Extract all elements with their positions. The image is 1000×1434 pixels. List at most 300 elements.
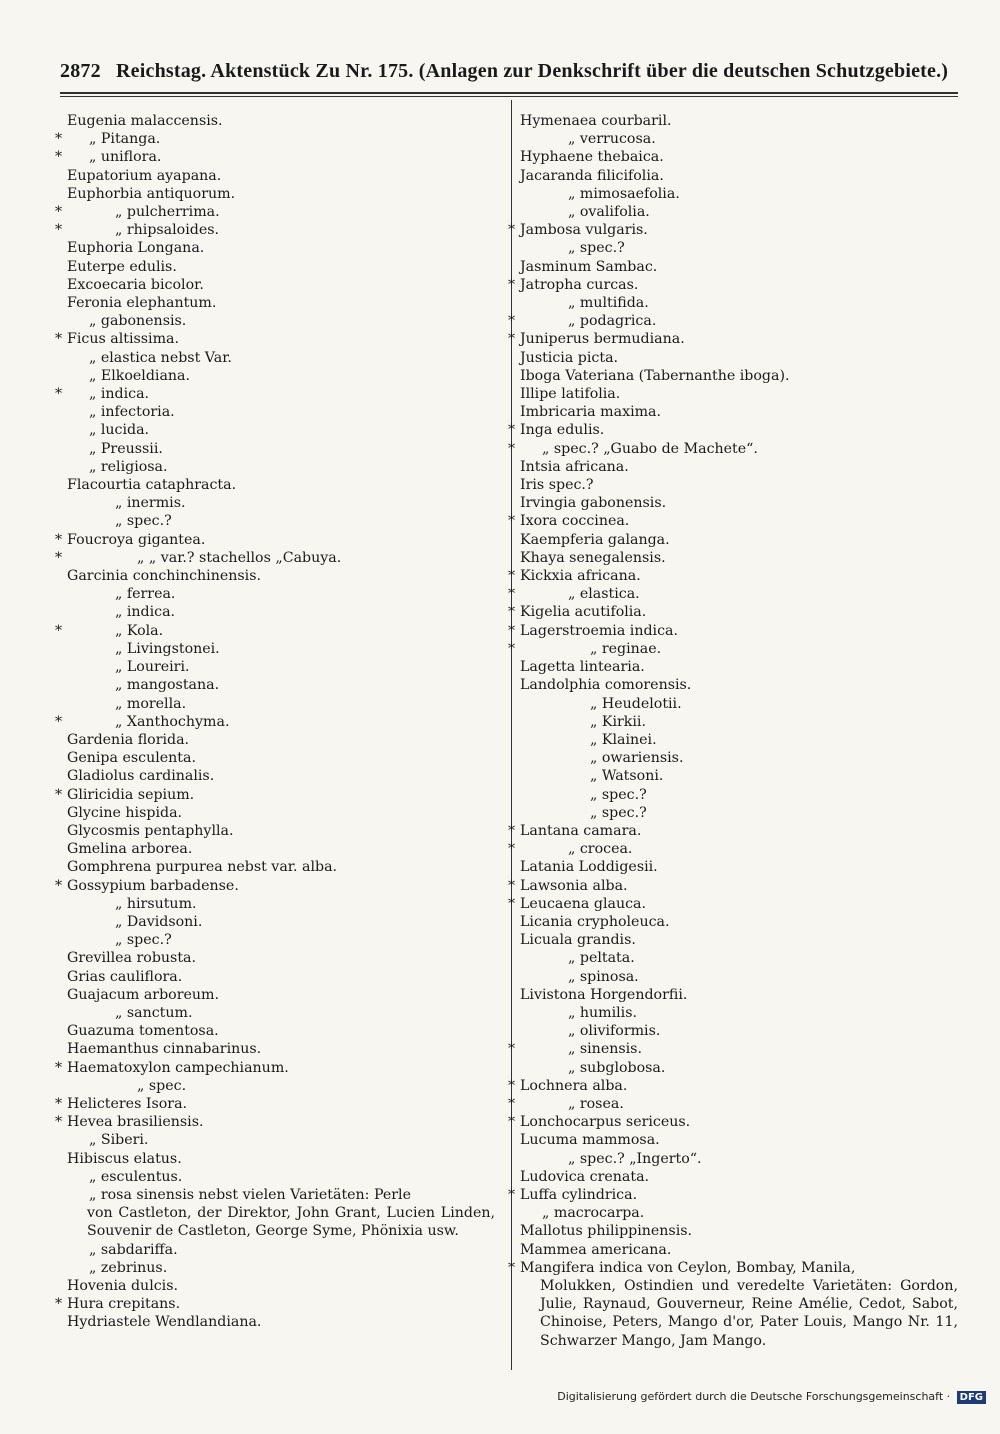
list-item — [508, 913, 958, 931]
species-name: „ Pitanga. — [89, 131, 161, 148]
list-item — [55, 1077, 495, 1095]
species-name: Guazuma tomentosa. — [67, 1023, 219, 1040]
list-item — [508, 877, 958, 895]
species-name: Feronia elephantum. — [67, 295, 217, 312]
species-name: Helicteres Isora. — [67, 1095, 188, 1112]
species-name: „ ferrea. — [115, 586, 176, 603]
species-name: „ morella. — [115, 695, 187, 712]
list-item — [508, 1259, 958, 1350]
asterisk-marker: * — [508, 1077, 516, 1094]
list-item — [508, 585, 958, 603]
list-item — [55, 203, 495, 221]
species-name: Gardenia florida. — [67, 731, 190, 748]
list-item — [55, 330, 495, 348]
species-name: „ crocea. — [568, 841, 633, 858]
species-name: Lantana camara. — [520, 822, 642, 839]
species-name: Eugenia malaccensis. — [67, 113, 223, 129]
species-name: Hura crepitans. — [67, 1296, 181, 1313]
list-item — [508, 968, 958, 986]
asterisk-marker: * — [508, 313, 516, 330]
species-name: Mammea americana. — [520, 1241, 672, 1258]
asterisk-marker: * — [55, 222, 63, 239]
list-item — [508, 767, 958, 785]
species-name: „ spec. — [137, 1077, 187, 1094]
asterisk-marker: * — [55, 1296, 63, 1313]
species-name: Foucroya gigantea. — [67, 531, 206, 548]
species-name: Mangifera indica von Ceylon, Bombay, Manila, — [520, 1259, 856, 1276]
list-item — [508, 421, 958, 439]
species-name: „ verrucosa. — [568, 131, 656, 148]
species-name: Juniperus bermudiana. — [520, 331, 685, 348]
page-number: 2872 — [60, 60, 101, 82]
asterisk-marker: * — [508, 440, 516, 457]
list-item — [55, 185, 495, 203]
species-name: Hyphaene thebaica. — [520, 149, 664, 166]
list-item — [508, 986, 958, 1004]
asterisk-marker: * — [508, 622, 516, 639]
list-item — [55, 512, 495, 530]
species-name: „ Preussii. — [89, 440, 163, 457]
list-item — [508, 440, 958, 458]
asterisk-marker: * — [508, 841, 516, 858]
species-name: „ ovalifolia. — [568, 204, 650, 221]
list-item — [508, 312, 958, 330]
list-item — [55, 385, 495, 403]
species-name: „ spec.? „Guabo de Machete“. — [542, 440, 758, 457]
list-item — [508, 1095, 958, 1113]
list-item — [55, 949, 495, 967]
list-item — [508, 185, 958, 203]
asterisk-marker: * — [508, 877, 516, 894]
list-item — [55, 258, 495, 276]
species-name: Kickxia africana. — [520, 568, 641, 585]
list-item — [508, 1222, 958, 1240]
species-name: Luffa cylindrica. — [520, 1186, 638, 1203]
species-name: „ spec.? — [115, 932, 172, 949]
list-item — [55, 603, 495, 621]
species-name: Grevillea robusta. — [67, 950, 196, 967]
species-name: Hevea brasiliensis. — [67, 1114, 204, 1131]
species-name: Justicia picta. — [520, 349, 619, 366]
species-name: „ indica. — [89, 386, 150, 403]
list-item — [55, 749, 495, 767]
list-item — [55, 276, 495, 294]
list-item — [55, 767, 495, 785]
species-name: „ Davidsoni. — [115, 913, 203, 930]
list-item — [55, 239, 495, 257]
list-item — [508, 931, 958, 949]
asterisk-marker: * — [508, 513, 516, 530]
list-item — [55, 713, 495, 731]
running-header — [60, 60, 958, 83]
list-item — [508, 676, 958, 694]
species-name: Jacaranda filicifolia. — [520, 167, 664, 184]
species-name: Haemanthus cinnabarinus. — [67, 1041, 262, 1058]
species-name: Gladiolus cardinalis. — [67, 768, 215, 785]
asterisk-marker: * — [508, 895, 516, 912]
asterisk-marker: * — [508, 822, 516, 839]
species-name: Kaempferia galanga. — [520, 531, 670, 548]
asterisk-marker: * — [55, 1095, 63, 1112]
footer-text: Digitalisierung gefördert durch die Deutsche Forschungsgemeinschaft · — [557, 1390, 951, 1403]
list-item — [55, 549, 495, 567]
list-item — [508, 476, 958, 494]
asterisk-marker: * — [55, 131, 63, 148]
species-name: „ rosea. — [568, 1095, 624, 1112]
list-item — [55, 1186, 495, 1241]
asterisk-marker: * — [508, 568, 516, 585]
list-item — [508, 403, 958, 421]
species-name: „ esculentus. — [89, 1168, 183, 1185]
entry-continuation: von Castleton, der Direktor, John Grant, Lucien Linden, Souvenir de Castleton, George Syme, Phönixia usw. — [87, 1205, 495, 1240]
species-name: Genipa esculenta. — [67, 750, 196, 767]
left-column — [55, 112, 495, 1332]
species-name: Inga edulis. — [520, 422, 605, 439]
list-item — [55, 1168, 495, 1186]
species-name: Illipe latifolia. — [520, 386, 621, 403]
species-name: Glycosmis pentaphylla. — [67, 822, 234, 839]
list-item — [508, 130, 958, 148]
species-name: Hibiscus elatus. — [67, 1150, 182, 1167]
list-item — [508, 458, 958, 476]
list-item — [55, 440, 495, 458]
species-name: „ spec.? „Ingerto“. — [568, 1150, 702, 1167]
species-name: „ zebrinus. — [89, 1259, 168, 1276]
list-item — [508, 731, 958, 749]
species-name: „ Kirkii. — [590, 713, 646, 730]
list-item — [508, 221, 958, 239]
species-name: „ spec.? — [115, 513, 172, 530]
entry-continuation: Molukken, Ostindien und veredelte Varietäten: Gordon, Julie, Raynaud, Gouverneur, Reine Amélie, Cedot, Sabot, Chinoise, Peters, Mango d'or, Pater Louis, Mango Nr. 11, Schwarzer Mango, Jam Mango. — [540, 1278, 958, 1349]
list-item — [508, 1077, 958, 1095]
list-item — [55, 167, 495, 185]
asterisk-marker: * — [508, 604, 516, 621]
species-name: „ spec.? — [590, 804, 647, 821]
species-name: Leucaena glauca. — [520, 895, 646, 912]
species-name: „ Heudelotii. — [590, 695, 682, 712]
asterisk-marker: * — [508, 276, 516, 293]
list-item — [508, 695, 958, 713]
list-item — [508, 786, 958, 804]
list-item — [55, 1259, 495, 1277]
running-title: Reichstag. Aktenstück Zu Nr. 175. (Anlagen zur Denkschrift über die deutschen Schutzgebiete.) — [116, 60, 949, 82]
list-item — [508, 1131, 958, 1149]
species-name: „ inermis. — [115, 495, 186, 512]
species-name: „ sinensis. — [568, 1041, 642, 1058]
list-item — [508, 549, 958, 567]
species-name: „ elastica nebst Var. — [89, 349, 232, 366]
species-name: Euphoria Longana. — [67, 240, 205, 257]
species-name: „ uniflora. — [89, 149, 162, 166]
species-name: Lawsonia alba. — [520, 877, 628, 894]
species-name: Flacourtia cataphracta. — [67, 477, 237, 494]
species-name: „ infectoria. — [89, 404, 175, 421]
species-name: Gomphrena purpurea nebst var. alba. — [67, 859, 338, 876]
species-name: Hydriastele Wendlandiana. — [67, 1314, 262, 1331]
species-name: „ hirsutum. — [115, 895, 197, 912]
list-item — [55, 1277, 495, 1295]
list-item — [55, 1059, 495, 1077]
list-item — [508, 603, 958, 621]
species-name: Jambosa vulgaris. — [520, 222, 648, 239]
asterisk-marker: * — [55, 549, 63, 566]
list-item — [55, 1040, 495, 1058]
species-name: Gmelina arborea. — [67, 841, 193, 858]
species-name: „ humilis. — [568, 1004, 637, 1021]
list-item — [508, 512, 958, 530]
list-item — [55, 458, 495, 476]
list-item — [508, 239, 958, 257]
species-name: „ indica. — [115, 604, 176, 621]
list-item — [55, 840, 495, 858]
species-name: Irvingia gabonensis. — [520, 495, 667, 512]
species-name: Eupatorium ayapana. — [67, 167, 222, 184]
list-item — [508, 349, 958, 367]
asterisk-marker: * — [508, 1114, 516, 1131]
list-item — [55, 731, 495, 749]
header-rule-thick — [60, 92, 958, 94]
species-name: Haematoxylon campechianum. — [67, 1059, 289, 1076]
list-item — [55, 585, 495, 603]
species-name: „ sanctum. — [115, 1004, 193, 1021]
species-name: „ „ var.? stachellos „Cabuya. — [137, 549, 342, 566]
asterisk-marker: * — [55, 1059, 63, 1076]
list-item — [55, 858, 495, 876]
species-name: Lagetta lintearia. — [520, 659, 645, 676]
species-name: Lochnera alba. — [520, 1077, 628, 1094]
asterisk-marker: * — [508, 1041, 516, 1058]
asterisk-marker: * — [508, 1095, 516, 1112]
list-item — [55, 476, 495, 494]
species-name: „ Loureiri. — [115, 659, 190, 676]
list-item — [55, 312, 495, 330]
species-name: „ mangostana. — [115, 677, 220, 694]
species-name: „ lucida. — [89, 422, 150, 439]
list-item — [508, 1168, 958, 1186]
list-item — [55, 531, 495, 549]
species-name: Gossypium barbadense. — [67, 877, 239, 894]
list-item — [55, 913, 495, 931]
list-item — [55, 1150, 495, 1168]
asterisk-marker: * — [55, 622, 63, 639]
species-name: Euterpe edulis. — [67, 258, 177, 275]
asterisk-marker: * — [508, 1259, 516, 1276]
list-item — [55, 367, 495, 385]
list-item — [508, 840, 958, 858]
species-name: Euphorbia antiquorum. — [67, 185, 236, 202]
species-name: Grias cauliflora. — [67, 968, 183, 985]
list-item — [55, 494, 495, 512]
list-item — [55, 567, 495, 585]
species-name: „ gabonensis. — [89, 313, 187, 330]
footer — [557, 1390, 986, 1404]
species-name: Livistona Horgendorfii. — [520, 986, 688, 1003]
asterisk-marker: * — [55, 1114, 63, 1131]
list-item — [508, 858, 958, 876]
list-item — [508, 822, 958, 840]
species-name: Excoecaria bicolor. — [67, 276, 204, 293]
species-name: Intsia africana. — [520, 458, 629, 475]
species-name: Hovenia dulcis. — [67, 1278, 178, 1294]
list-item — [55, 421, 495, 439]
asterisk-marker: * — [55, 331, 63, 348]
species-name: „ Watsoni. — [590, 768, 664, 785]
list-item — [55, 130, 495, 148]
species-name: Imbricaria maxima. — [520, 404, 662, 421]
list-item — [508, 1040, 958, 1058]
asterisk-marker: * — [55, 149, 63, 166]
species-name: „ peltata. — [568, 950, 635, 967]
species-name: Latania Loddigesii. — [520, 859, 658, 876]
species-name: Lucuma mammosa. — [520, 1132, 660, 1149]
asterisk-marker: * — [508, 1186, 516, 1203]
header-rule-thin — [60, 96, 958, 97]
species-name: „ Livingstonei. — [115, 640, 220, 657]
asterisk-marker: * — [55, 386, 63, 403]
list-item — [55, 986, 495, 1004]
list-item — [508, 713, 958, 731]
list-item — [508, 949, 958, 967]
list-item — [55, 640, 495, 658]
species-name: Licuala grandis. — [520, 932, 636, 949]
list-item — [55, 148, 495, 166]
asterisk-marker: * — [55, 204, 63, 221]
species-name: „ podagrica. — [568, 313, 657, 330]
list-item — [55, 403, 495, 421]
list-item — [55, 931, 495, 949]
list-item — [508, 1059, 958, 1077]
species-name: Jatropha curcas. — [520, 276, 639, 293]
list-item — [508, 1004, 958, 1022]
list-item — [508, 1113, 958, 1131]
list-item — [55, 622, 495, 640]
species-name: „ Kola. — [115, 622, 164, 639]
list-item — [55, 1295, 495, 1313]
asterisk-marker: * — [55, 713, 63, 730]
list-item — [55, 1241, 495, 1259]
species-name: „ pulcherrima. — [115, 204, 220, 221]
species-name: „ spec.? — [568, 240, 625, 257]
list-item — [55, 221, 495, 239]
list-item — [508, 622, 958, 640]
asterisk-marker: * — [508, 331, 516, 348]
right-column — [508, 112, 958, 1350]
species-name: „ reginae. — [590, 640, 662, 657]
list-item — [508, 567, 958, 585]
species-name: „ owariensis. — [590, 750, 684, 767]
list-item — [55, 786, 495, 804]
list-item — [508, 804, 958, 822]
asterisk-marker: * — [508, 586, 516, 603]
species-name: „ macrocarpa. — [542, 1205, 645, 1222]
list-item — [508, 494, 958, 512]
list-item — [508, 258, 958, 276]
species-name: Ixora coccinea. — [520, 513, 630, 530]
list-item — [508, 1241, 958, 1259]
list-item — [508, 1204, 958, 1222]
species-name: Mallotus philippinensis. — [520, 1223, 693, 1240]
list-item — [508, 148, 958, 166]
asterisk-marker: * — [508, 640, 516, 657]
species-name: Khaya senegalensis. — [520, 549, 666, 566]
list-item — [508, 276, 958, 294]
species-name: „ sabdariffa. — [89, 1241, 178, 1258]
asterisk-marker: * — [55, 877, 63, 894]
species-name: „ elastica. — [568, 586, 640, 603]
list-item — [508, 1022, 958, 1040]
list-item — [55, 676, 495, 694]
list-item — [55, 968, 495, 986]
list-item — [508, 531, 958, 549]
asterisk-marker: * — [508, 222, 516, 239]
species-name: Ludovica crenata. — [520, 1168, 650, 1185]
species-name: Hymenaea courbaril. — [520, 113, 672, 129]
species-name: „ rhipsaloides. — [115, 222, 220, 239]
species-name: „ Siberi. — [89, 1132, 149, 1149]
list-item — [55, 1022, 495, 1040]
species-name: Lonchocarpus sericeus. — [520, 1114, 691, 1131]
list-item — [508, 640, 958, 658]
species-name: Jasminum Sambac. — [520, 258, 658, 275]
list-item — [55, 877, 495, 895]
species-name: Landolphia comorensis. — [520, 677, 692, 694]
list-item — [55, 658, 495, 676]
species-name: „ subglobosa. — [568, 1059, 666, 1076]
list-item — [55, 1095, 495, 1113]
species-name: „ Klainei. — [590, 731, 657, 748]
list-item — [508, 1150, 958, 1168]
species-name: „ religiosa. — [89, 458, 168, 475]
species-name: Glycine hispida. — [67, 804, 183, 821]
list-item — [508, 385, 958, 403]
list-item — [55, 349, 495, 367]
species-name: „ mimosaefolia. — [568, 185, 680, 202]
species-name: Lagerstroemia indica. — [520, 622, 679, 639]
species-name: „ Xanthochyma. — [115, 713, 230, 730]
list-item — [55, 294, 495, 312]
list-item — [55, 1313, 495, 1331]
species-name: Licania crypholeuca. — [520, 913, 670, 930]
species-name: „ Elkoeldiana. — [89, 367, 191, 384]
species-name: „ spec.? — [590, 786, 647, 803]
species-name: „ oliviformis. — [568, 1023, 661, 1040]
list-item — [55, 822, 495, 840]
species-name: Guajacum arboreum. — [67, 986, 219, 1003]
list-item — [508, 1186, 958, 1204]
species-name: „ multifida. — [568, 295, 649, 312]
list-item — [55, 112, 495, 130]
asterisk-marker: * — [55, 531, 63, 548]
asterisk-marker: * — [508, 422, 516, 439]
species-name: Iris spec.? — [520, 477, 594, 494]
list-item — [55, 1004, 495, 1022]
list-item — [508, 749, 958, 767]
list-item — [508, 167, 958, 185]
species-name: Gliricidia sepium. — [67, 786, 195, 803]
species-name: Garcinia conchinchinensis. — [67, 568, 261, 585]
species-name: „ rosa sinensis nebst vielen Varietäten: Perle — [89, 1186, 411, 1203]
species-name: „ spinosa. — [568, 968, 639, 985]
list-item — [508, 895, 958, 913]
list-item — [55, 804, 495, 822]
list-item — [55, 1131, 495, 1149]
list-item — [508, 112, 958, 130]
list-item — [508, 203, 958, 221]
list-item — [55, 1113, 495, 1131]
species-name: Kigelia acutifolia. — [520, 604, 647, 621]
list-item — [508, 330, 958, 348]
list-item — [55, 895, 495, 913]
